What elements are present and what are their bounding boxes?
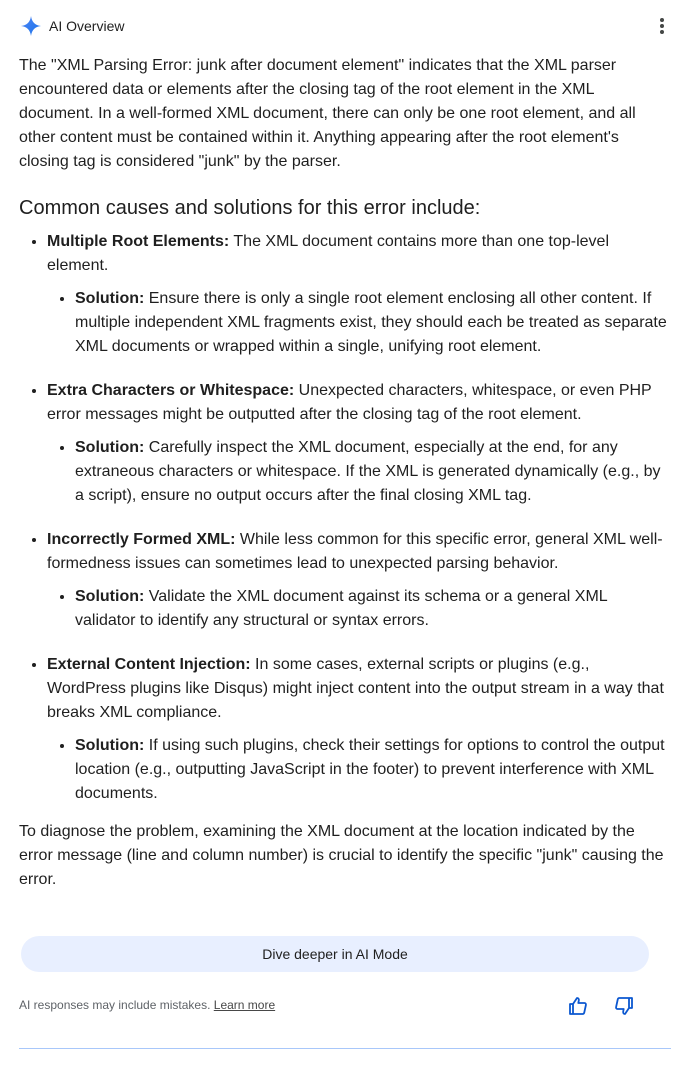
cause-title: Extra Characters or Whitespace: [47, 382, 295, 399]
thumb-up-icon[interactable] [566, 994, 590, 1018]
solution-item [75, 287, 669, 359]
conclusion-paragraph: To diagnose the problem, examining the XML document at the location indicated by the error message (line and column number) is crucial to identify the specific "junk" causing the error. [19, 823, 664, 888]
intro-paragraph: The "XML Parsing Error: junk after document element" indicates that the XML parser encountered data or elements after the closing tag of the root element in the XML document. In a well-formed XML document, there can only be one root element, and all other content must be contained within it. Anything appearing after the root element's closing tag is considered "junk" by the parser. [19, 57, 636, 170]
solution-item [75, 734, 669, 806]
solution-text: Ensure there is only a single root element enclosing all other content. If multiple independent XML fragments exist, they should each be treated as separate XML documents or wrapped within a single, unifying root element. [75, 290, 667, 355]
cause-text: The XML document contains more than one top-level element. [47, 233, 610, 274]
cause-text: Unexpected characters, whitespace, or even PHP error messages might be outputted after the closing tag of the root element. [47, 382, 652, 423]
section-heading: Common causes and solutions for this error include: [19, 197, 481, 219]
cause-item [47, 230, 669, 359]
cause-item [47, 653, 669, 806]
more-options-button[interactable] [650, 14, 674, 38]
thumb-down-icon[interactable] [612, 994, 636, 1018]
ai-overview-header [19, 14, 124, 38]
bottom-divider [19, 1048, 671, 1049]
cause-item [47, 528, 669, 633]
disclaimer-text: AI responses may include mistakes. [19, 998, 211, 1012]
solution-text: If using such plugins, check their settings for options to control the output location (e.g., outputting JavaScript in the footer) to prevent interference with XML documents. [75, 737, 665, 802]
solution-text: Carefully inspect the XML document, especially at the end, for any extraneous characters or whitespace. If the XML is generated dynamically (e.g., by a script), ensure no output occurs after the final closing XML tag. [75, 439, 661, 504]
cause-item [47, 379, 669, 508]
overview-content [19, 54, 669, 892]
sparkle-icon [19, 14, 43, 38]
solution-label: Solution: [75, 290, 145, 307]
more-vert-icon [660, 18, 664, 22]
cause-title: External Content Injection: [47, 656, 251, 673]
disclaimer [19, 998, 275, 1012]
causes-list [19, 230, 669, 806]
ai-overview-title: AI Overview [49, 18, 125, 34]
solution-label: Solution: [75, 588, 145, 605]
solution-item [75, 585, 669, 633]
solution-text: Validate the XML document against its schema or a general XML validator to identify any structural or syntax errors. [75, 588, 608, 629]
cause-text: While less common for this specific error, general XML well-formedness issues can sometimes lead to unexpected parsing behavior. [47, 531, 663, 572]
solution-label: Solution: [75, 737, 145, 754]
solution-label: Solution: [75, 439, 145, 456]
cause-title: Incorrectly Formed XML: [47, 531, 236, 548]
solution-item [75, 436, 669, 508]
cause-text: In some cases, external scripts or plugins (e.g., WordPress plugins like Disqus) might inject content into the output stream in a way that breaks XML compliance. [47, 656, 664, 721]
cause-title: Multiple Root Elements: [47, 233, 230, 250]
dive-deeper-button[interactable]: Dive deeper in AI Mode [21, 936, 649, 972]
learn-more-link[interactable]: Learn more [213, 998, 276, 1012]
